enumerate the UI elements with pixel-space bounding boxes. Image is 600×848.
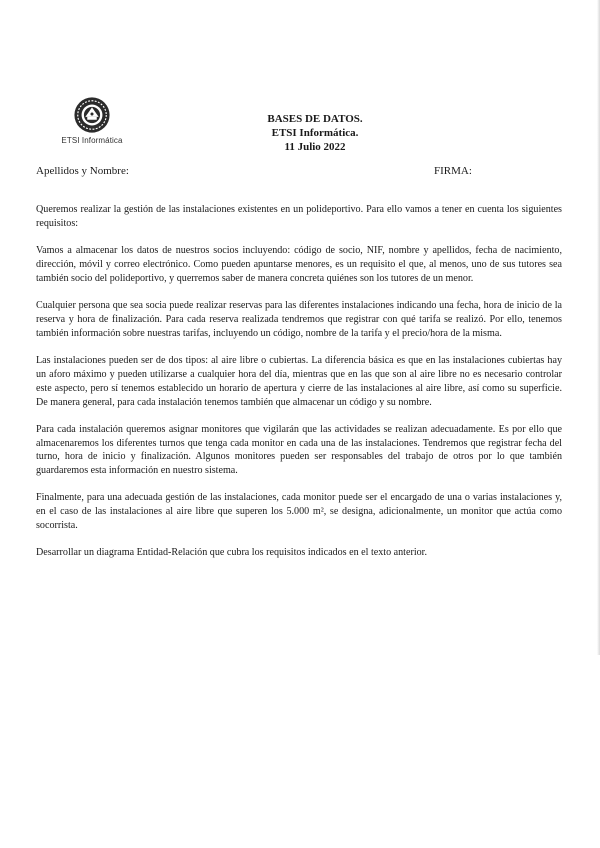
paragraph-monitores: Para cada instalación queremos asignar monitores que vigilarán que las actividades se realizan adecuadamente. Es por ello que almacenaremos los diferentes turnos que tenga cada monitor en cada una de las instalaciones. Tendremos que registrar fecha del turno, hora de inicio y finalización. Algunos monitores pueden ser responsables del trabajo de otros por lo que también guardaremos esta información en nuestro sistema. <box>36 423 562 477</box>
course-title: BASES DE DATOS. <box>267 113 363 125</box>
paragraph-socios: Vamos a almacenar los datos de nuestros socios incluyendo: código de socio, NIF, nombre y apellidos, fecha de nacimiento, dirección, móvil y correo electrónico. Como pueden apuntarse menores, es un requisito el que, al menos, uno de sus tutores sea también socio del polideportivo, y querremos saber de manera concreta quiénes son los tutores de un menor. <box>36 245 562 284</box>
exam-header <box>240 112 390 154</box>
paragraph-task: Desarrollar un diagrama Entidad-Relación que cubra los requisitos indicados en el texto anterior. <box>36 547 428 559</box>
signature-field-label: FIRMA: <box>434 165 472 177</box>
school-name: ETSI Informática. <box>271 127 359 139</box>
logo-caption: ETSI Informática <box>61 136 123 145</box>
paragraph-intro: Queremos realizar la gestión de las instalaciones existentes en un polideportivo. Para ello vamos a tener en cuenta los siguientes requisitos: <box>36 204 562 229</box>
paragraph-reservas: Cualquier persona que sea socia puede realizar reservas para las diferentes instalaciones indicando una fecha, hora de inicio de la reserva y hora de finalización. Para cada reserva realizada tendremos que registrar con qué tarifa se realizó. Por ello, tenemos también información sobre nuestras tarifas, incluyendo un código, nombre de la tarifa y el precio/hora de la misma. <box>36 299 562 339</box>
exam-statement <box>36 203 562 573</box>
logo <box>52 96 132 145</box>
university-seal-icon <box>73 96 111 134</box>
paragraph-encargado: Finalmente, para una adecuada gestión de las instalaciones, cada monitor puede ser el encargado de una o varias instalaciones y, en el caso de las instalaciones al aire libre que superen los 5.000 m², se designa, adicionalmente, un monitor que actúa como socorrista. <box>36 492 562 532</box>
name-field-label: Apellidos y Nombre: <box>36 165 129 177</box>
paragraph-instalaciones: Las instalaciones pueden ser de dos tipos: al aire libre o cubiertas. La diferencia básica es que en las instalaciones cubiertas hay un aforo máximo y pueden utilizarse a cualquier hora del día, mientras que en las que son al aire libre no es necesario controlar este aspecto, pero sí tenemos establecido un horario de apertura y cierre de las instalaciones al aire libre, así como su superficie. De manera general, para cada instalación tenemos también que almacenar un código y su nombre. <box>36 354 562 408</box>
exam-date: 11 Julio 2022 <box>284 141 346 153</box>
